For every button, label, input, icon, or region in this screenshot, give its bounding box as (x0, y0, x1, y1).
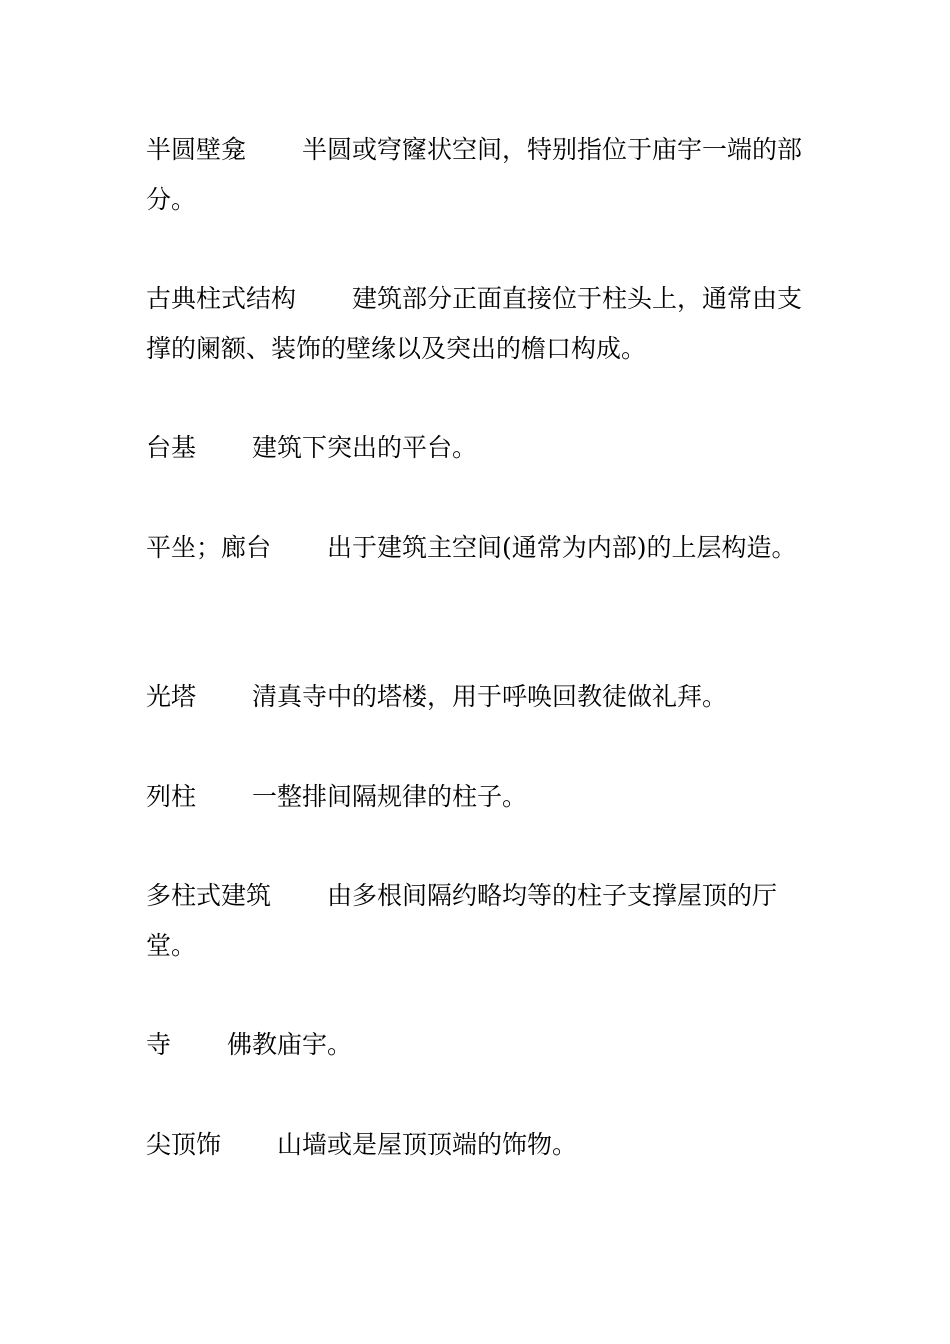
glossary-term: 列柱 (146, 782, 197, 811)
glossary-entry (146, 772, 818, 822)
glossary-term: 台基 (146, 433, 197, 462)
glossary-definition: 建筑下突出的平台。 (252, 433, 478, 462)
glossary-entry (146, 871, 818, 971)
glossary-entry (146, 423, 818, 473)
glossary-definition: 出于建筑主空间(通常为内部)的上层构造。 (327, 533, 797, 562)
glossary-term: 寺 (146, 1030, 172, 1059)
glossary-entry (146, 1020, 818, 1070)
glossary-definition: 山墙或是屋顶顶端的饰物。 (277, 1130, 578, 1159)
glossary-term: 古典柱式结构 (146, 284, 297, 313)
glossary-definition: 一整排间隔规律的柱子。 (252, 782, 528, 811)
glossary-entry (146, 125, 818, 225)
glossary-definition: 建筑部分正面直接位于柱头上，通常由支撑的阑额、装饰的壁缘以及突出的檐口构成。 (146, 284, 803, 363)
glossary-term: 平坐；廊台 (146, 533, 272, 562)
glossary-definition: 由多根间隔约略均等的柱子支撑屋顶的厅堂。 (146, 881, 778, 960)
glossary-definition: 清真寺中的塔楼，用于呼唤回教徒做礼拜。 (252, 682, 728, 711)
glossary-entry (146, 523, 836, 573)
glossary-definition: 佛教庙宇。 (227, 1030, 353, 1059)
glossary-term: 多柱式建筑 (146, 881, 272, 910)
glossary-term: 尖顶饰 (146, 1130, 222, 1159)
glossary-term: 半圆壁龛 (146, 135, 247, 164)
glossary-entry (146, 672, 818, 722)
glossary-definition: 半圆或穹窿状空间，特别指位于庙宇一端的部分。 (146, 135, 803, 214)
glossary-entry (146, 274, 818, 374)
glossary-term: 光塔 (146, 682, 197, 711)
glossary-entry (146, 1120, 818, 1170)
